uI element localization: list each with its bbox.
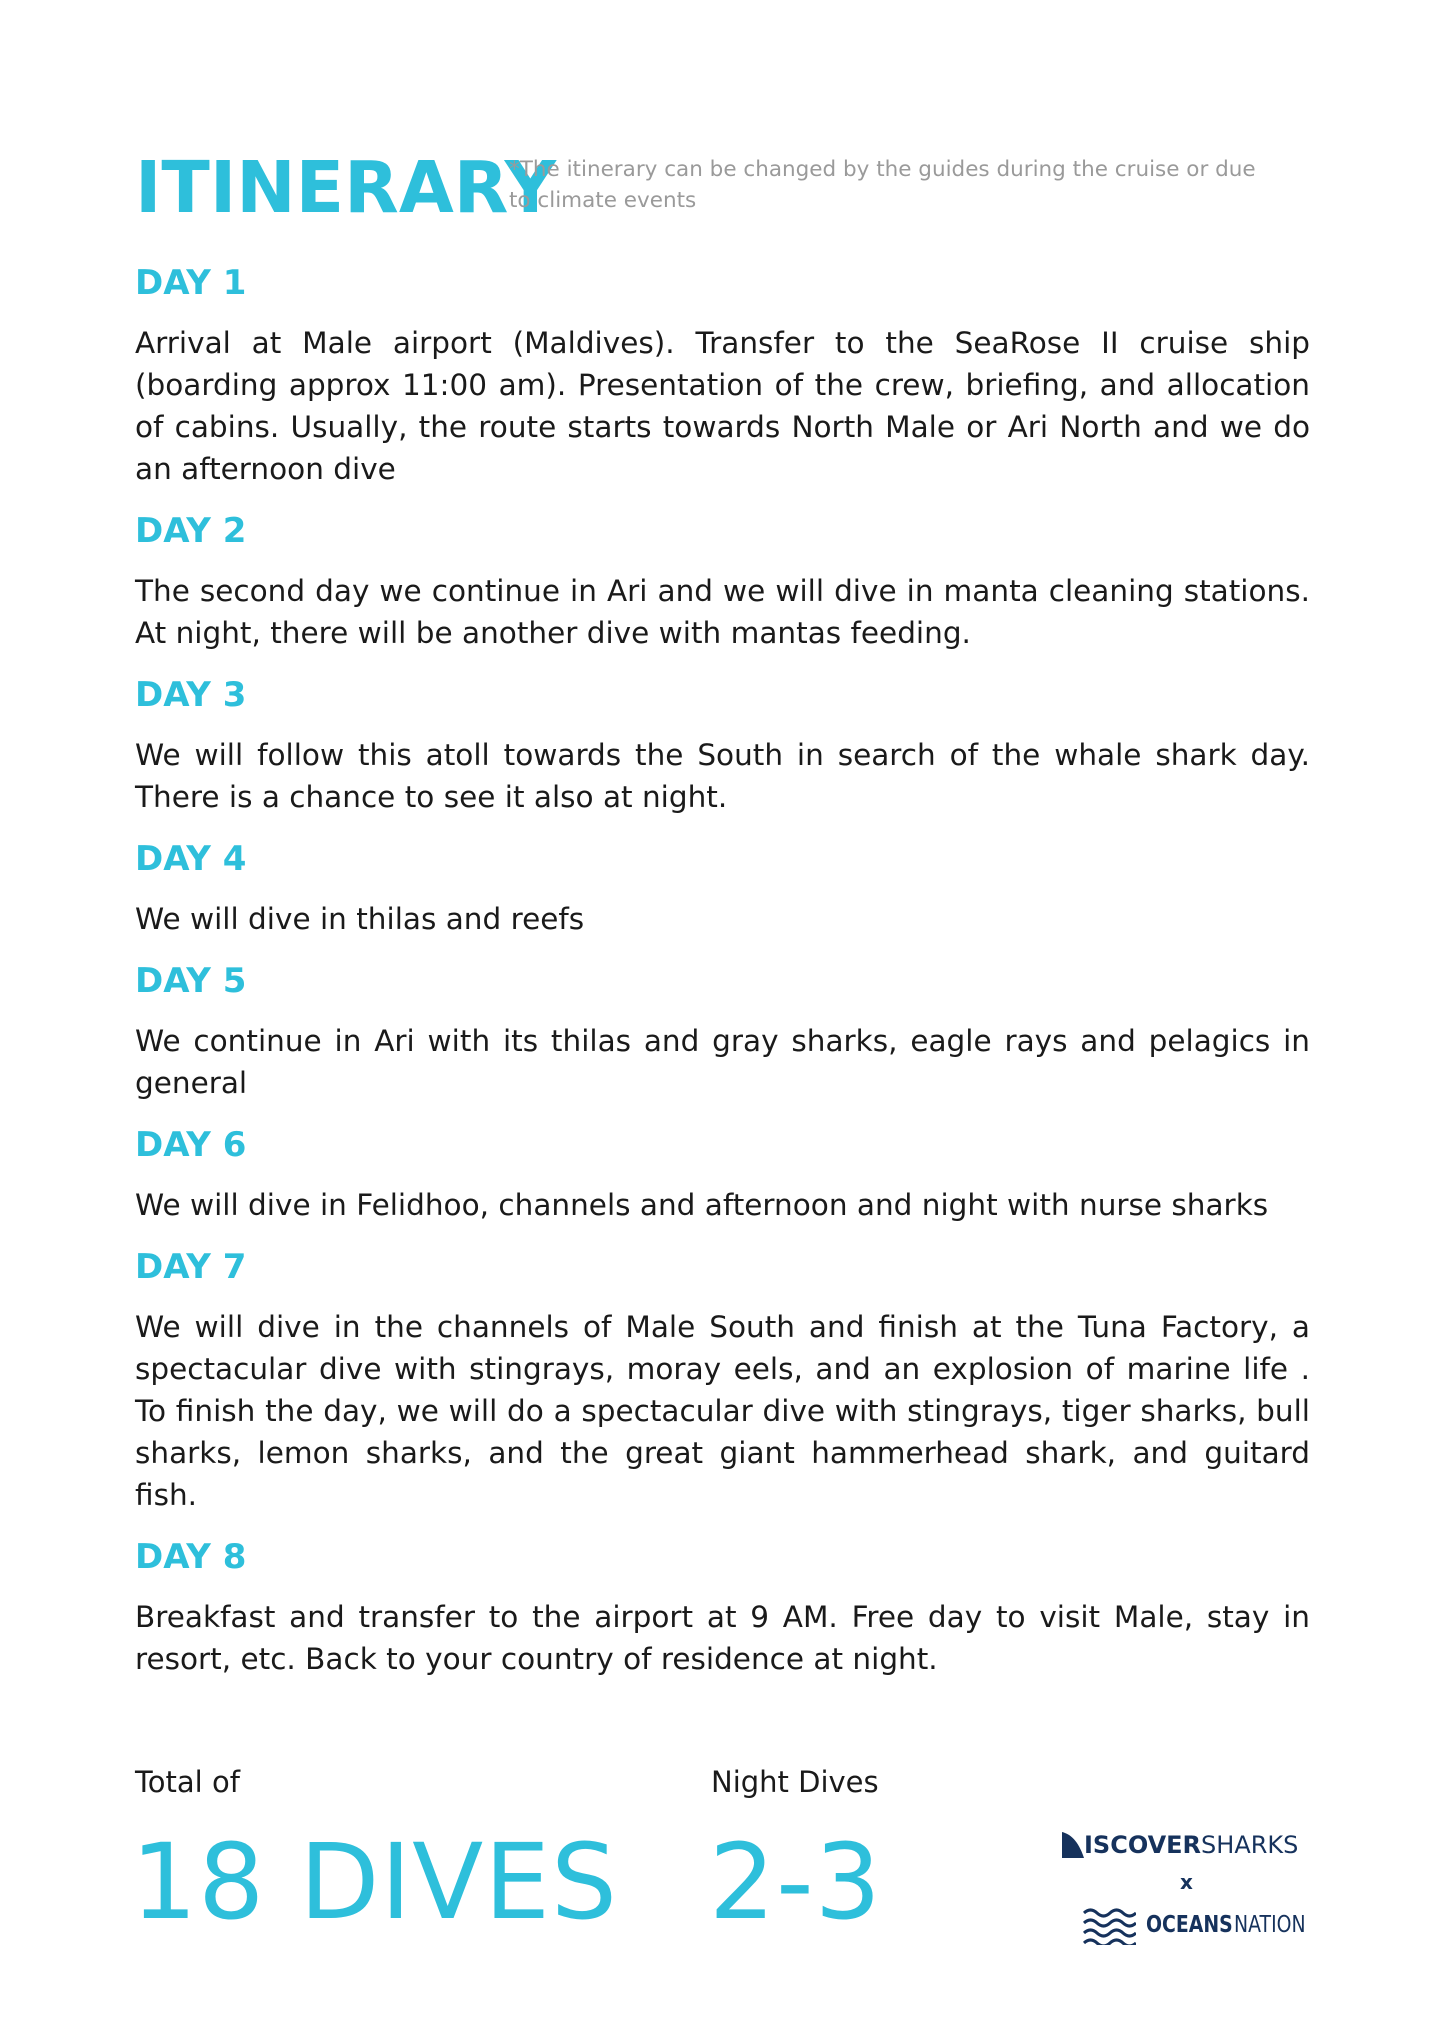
day-description: The second day we continue in Ari and we will dive in manta cleaning stations. At night, there will be another dive with mantas feeding. xyxy=(135,574,1310,650)
day-description: Breakfast and transfer to the airport at 9 AM. Free day to visit Male, stay in resort, etc. Back to your country of residence at night. xyxy=(135,1600,1310,1676)
total-dives-value: 18 DIVES xyxy=(131,1821,619,1943)
logo-separator: x xyxy=(1180,1870,1193,1894)
day-title: DAY 1 xyxy=(135,263,247,303)
discover-sharks-bold-text: ISCOVER xyxy=(1084,1831,1202,1859)
night-dives-label: Night Dives xyxy=(711,1765,879,1799)
day-title: DAY 4 xyxy=(135,839,247,879)
itinerary-header xyxy=(135,148,1310,228)
itinerary-disclaimer: *The itinerary can be changed by the guides during the cruise or due to climate events xyxy=(509,157,1256,213)
day-4-section xyxy=(135,838,1310,940)
day-description: We will dive in thilas and reefs xyxy=(135,902,585,936)
waves-icon xyxy=(1082,1905,1136,1945)
night-dives-value: 2-3 xyxy=(709,1821,882,1943)
day-5-section xyxy=(135,960,1310,1104)
day-title: DAY 6 xyxy=(135,1125,247,1165)
day-description: We will dive in the channels of Male South and finish at the Tuna Factory, a spectacular dive with stingrays, moray eels, and an explosion of marine life . To finish the day, we will do a spectacular dive with stingrays, tiger sharks, bull sharks, lemon sharks, and the great giant hammerhead shark, and guitard fish. xyxy=(135,1310,1310,1512)
day-6-section xyxy=(135,1124,1310,1226)
day-3-section xyxy=(135,674,1310,818)
oceans-nation-light-text: NATION xyxy=(1233,1912,1306,1938)
day-title: DAY 2 xyxy=(135,511,247,551)
total-dives-label: Total of xyxy=(135,1765,240,1799)
shark-fin-icon xyxy=(1062,1832,1084,1858)
itinerary-page xyxy=(131,0,1310,2043)
day-description: We will dive in Felidhoo, channels and afternoon and night with nurse sharks xyxy=(135,1188,1269,1222)
day-title: DAY 3 xyxy=(135,675,247,715)
day-title: DAY 5 xyxy=(135,961,247,1001)
day-7-section xyxy=(135,1246,1310,1516)
partner-logos xyxy=(1062,1828,1322,1948)
day-title: DAY 8 xyxy=(135,1537,247,1577)
day-8-section xyxy=(135,1536,1310,1680)
day-2-section xyxy=(135,510,1310,654)
oceans-nation-bold-text: OCEANS xyxy=(1146,1912,1233,1938)
day-1-section xyxy=(135,262,1310,490)
oceans-nation-logo xyxy=(1082,1902,1322,1948)
day-description: Arrival at Male airport (Maldives). Transfer to the SeaRose II cruise ship (boarding approx 11:00 am). Presentation of the crew, briefing, and allocation of cabins. Usually, the route starts towards North Male or Ari North and we do an afternoon dive xyxy=(135,326,1310,486)
discover-sharks-light-text: SHARKS xyxy=(1201,1831,1299,1859)
day-title: DAY 7 xyxy=(135,1247,247,1287)
day-list xyxy=(135,262,1310,1700)
day-description: We continue in Ari with its thilas and gray sharks, eagle rays and pelagics in general xyxy=(135,1024,1310,1100)
page-title: ITINERARY xyxy=(135,146,557,229)
discover-sharks-logo xyxy=(1062,1828,1322,1862)
day-description: We will follow this atoll towards the South in search of the whale shark day. There is a chance to see it also at night. xyxy=(135,738,1310,814)
